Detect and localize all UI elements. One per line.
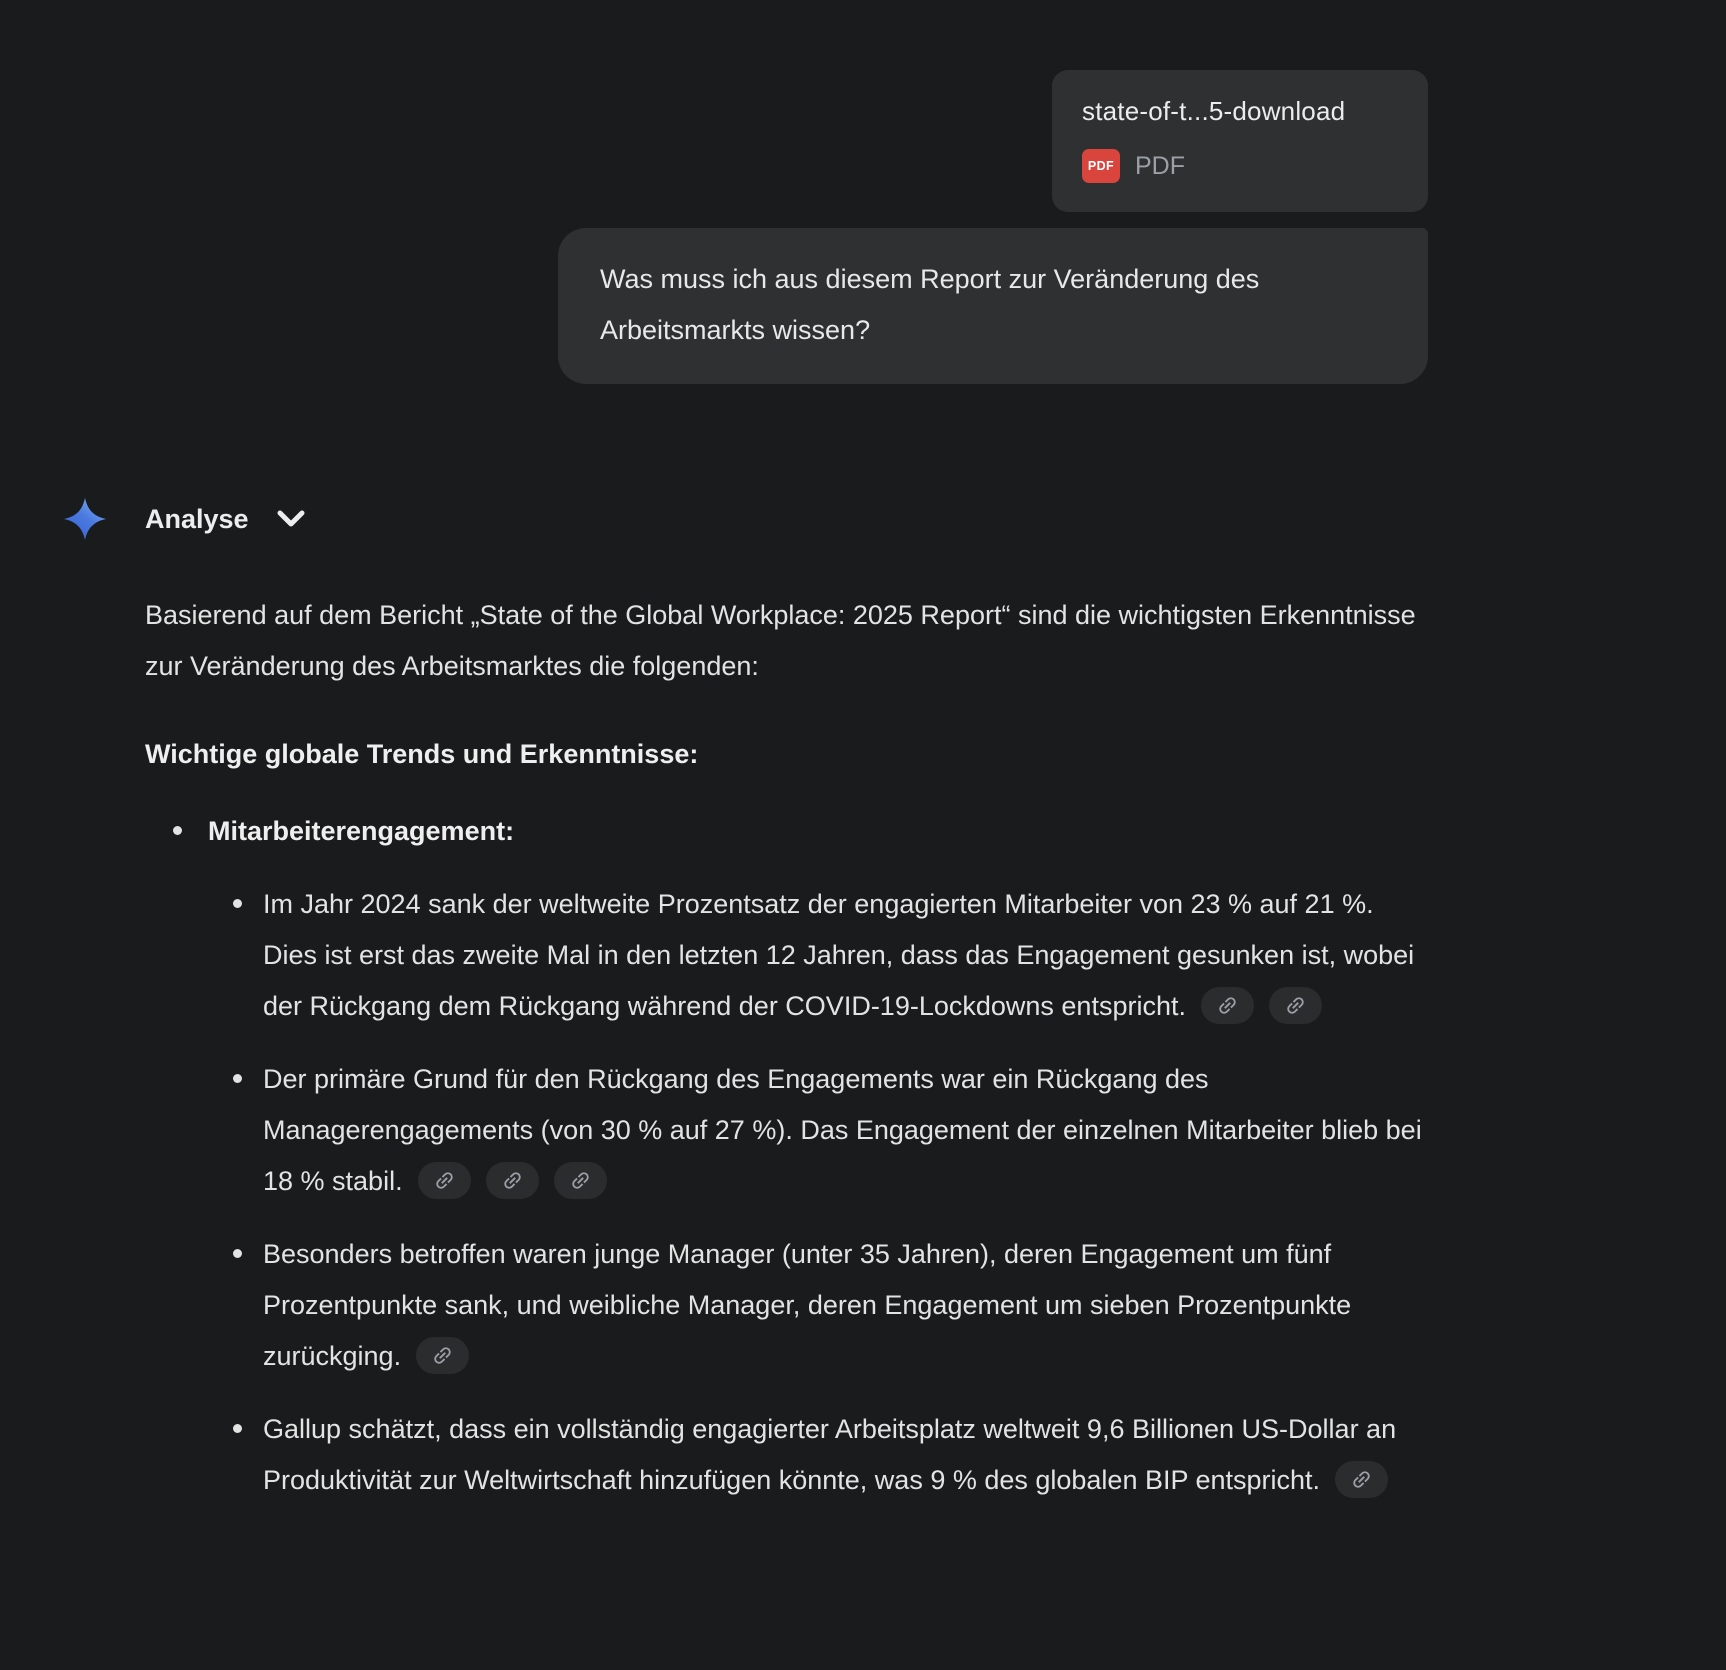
bullet-item-text: Der primäre Grund für den Rückgang des Engagements war ein Rückgang des Managerengagements (von 30 % auf 27 %). Das Engagement der einzelnen Mitarbeiter blieb bei 18 % stabil. [263, 1064, 1422, 1196]
bullet-item-text: Im Jahr 2024 sank der weltweite Prozentsatz der engagierten Mitarbeiter von 23 % auf 21 %. Dies ist erst das zweite Mal in den letzten 12 Jahren, dass das Engagement gesunken ist, wobei der Rückgang dem Rückgang während der COVID-19-Lockdowns entspricht. [263, 889, 1415, 1021]
link-icon [433, 1169, 456, 1192]
attachment-meta [1082, 149, 1398, 183]
citation-link-chip[interactable] [1335, 1461, 1388, 1498]
link-icon [1350, 1468, 1373, 1491]
attachment-card[interactable] [1052, 70, 1428, 212]
chevron-down-icon [249, 509, 306, 529]
bullet-item-text: Besonders betroffen waren junge Manager (unter 35 Jahren), deren Engagement um fünf Prozentpunkte sank, und weibliche Manager, deren Engagement um sieben Prozentpunkte zurückging. [263, 1239, 1352, 1371]
citation-link-chip[interactable] [554, 1162, 607, 1199]
citation-link-chip[interactable] [1201, 987, 1254, 1024]
bullet-item-label: Mitarbeiterengagement: [145, 806, 1605, 857]
user-message-bubble [558, 228, 1428, 384]
citation-link-chip[interactable] [416, 1337, 469, 1374]
response-intro: Basierend auf dem Bericht „State of the Global Workplace: 2025 Report“ sind die wichtigsten Erkenntnisse zur Veränderung des Arbeitsmarktes die folgenden: [145, 600, 1416, 681]
gemini-sparkle-icon [62, 496, 108, 542]
attachment-filename: state-of-t...5-download [1082, 96, 1346, 126]
citation-link-chip[interactable] [418, 1162, 471, 1199]
response-bullet-item [145, 1229, 1430, 1382]
citation-link-chip[interactable] [1269, 987, 1322, 1024]
response-bullet-item [145, 1054, 1430, 1207]
link-icon [569, 1169, 592, 1192]
bullet-item-text: Gallup schätzt, dass ein vollständig engagierter Arbeitsplatz weltweit 9,6 Billionen US-Dollar an Produktivität zur Weltwirtschaft hinzufügen könnte, was 9 % des globalen BIP entspricht. [263, 1414, 1397, 1495]
link-icon [501, 1169, 524, 1192]
pdf-file-icon: PDF [1082, 149, 1120, 183]
sub-bullet-list [145, 879, 1605, 1506]
link-icon [1284, 994, 1307, 1017]
section-heading: Wichtige globale Trends und Erkenntnisse: [145, 739, 699, 769]
bullet-list [145, 806, 1605, 857]
assistant-response [145, 590, 1605, 1506]
response-bullet-item [145, 1404, 1430, 1506]
link-icon [1216, 994, 1239, 1017]
citation-link-chip[interactable] [486, 1162, 539, 1199]
link-icon [431, 1344, 454, 1367]
response-bullet-item [145, 879, 1430, 1032]
user-message-text: Was muss ich aus diesem Report zur Veränderung des Arbeitsmarkts wissen? [600, 264, 1260, 345]
analyse-label: Analyse [145, 503, 249, 534]
attachment-type-label: PDF [1135, 151, 1185, 180]
analyse-toggle[interactable] [62, 496, 306, 542]
